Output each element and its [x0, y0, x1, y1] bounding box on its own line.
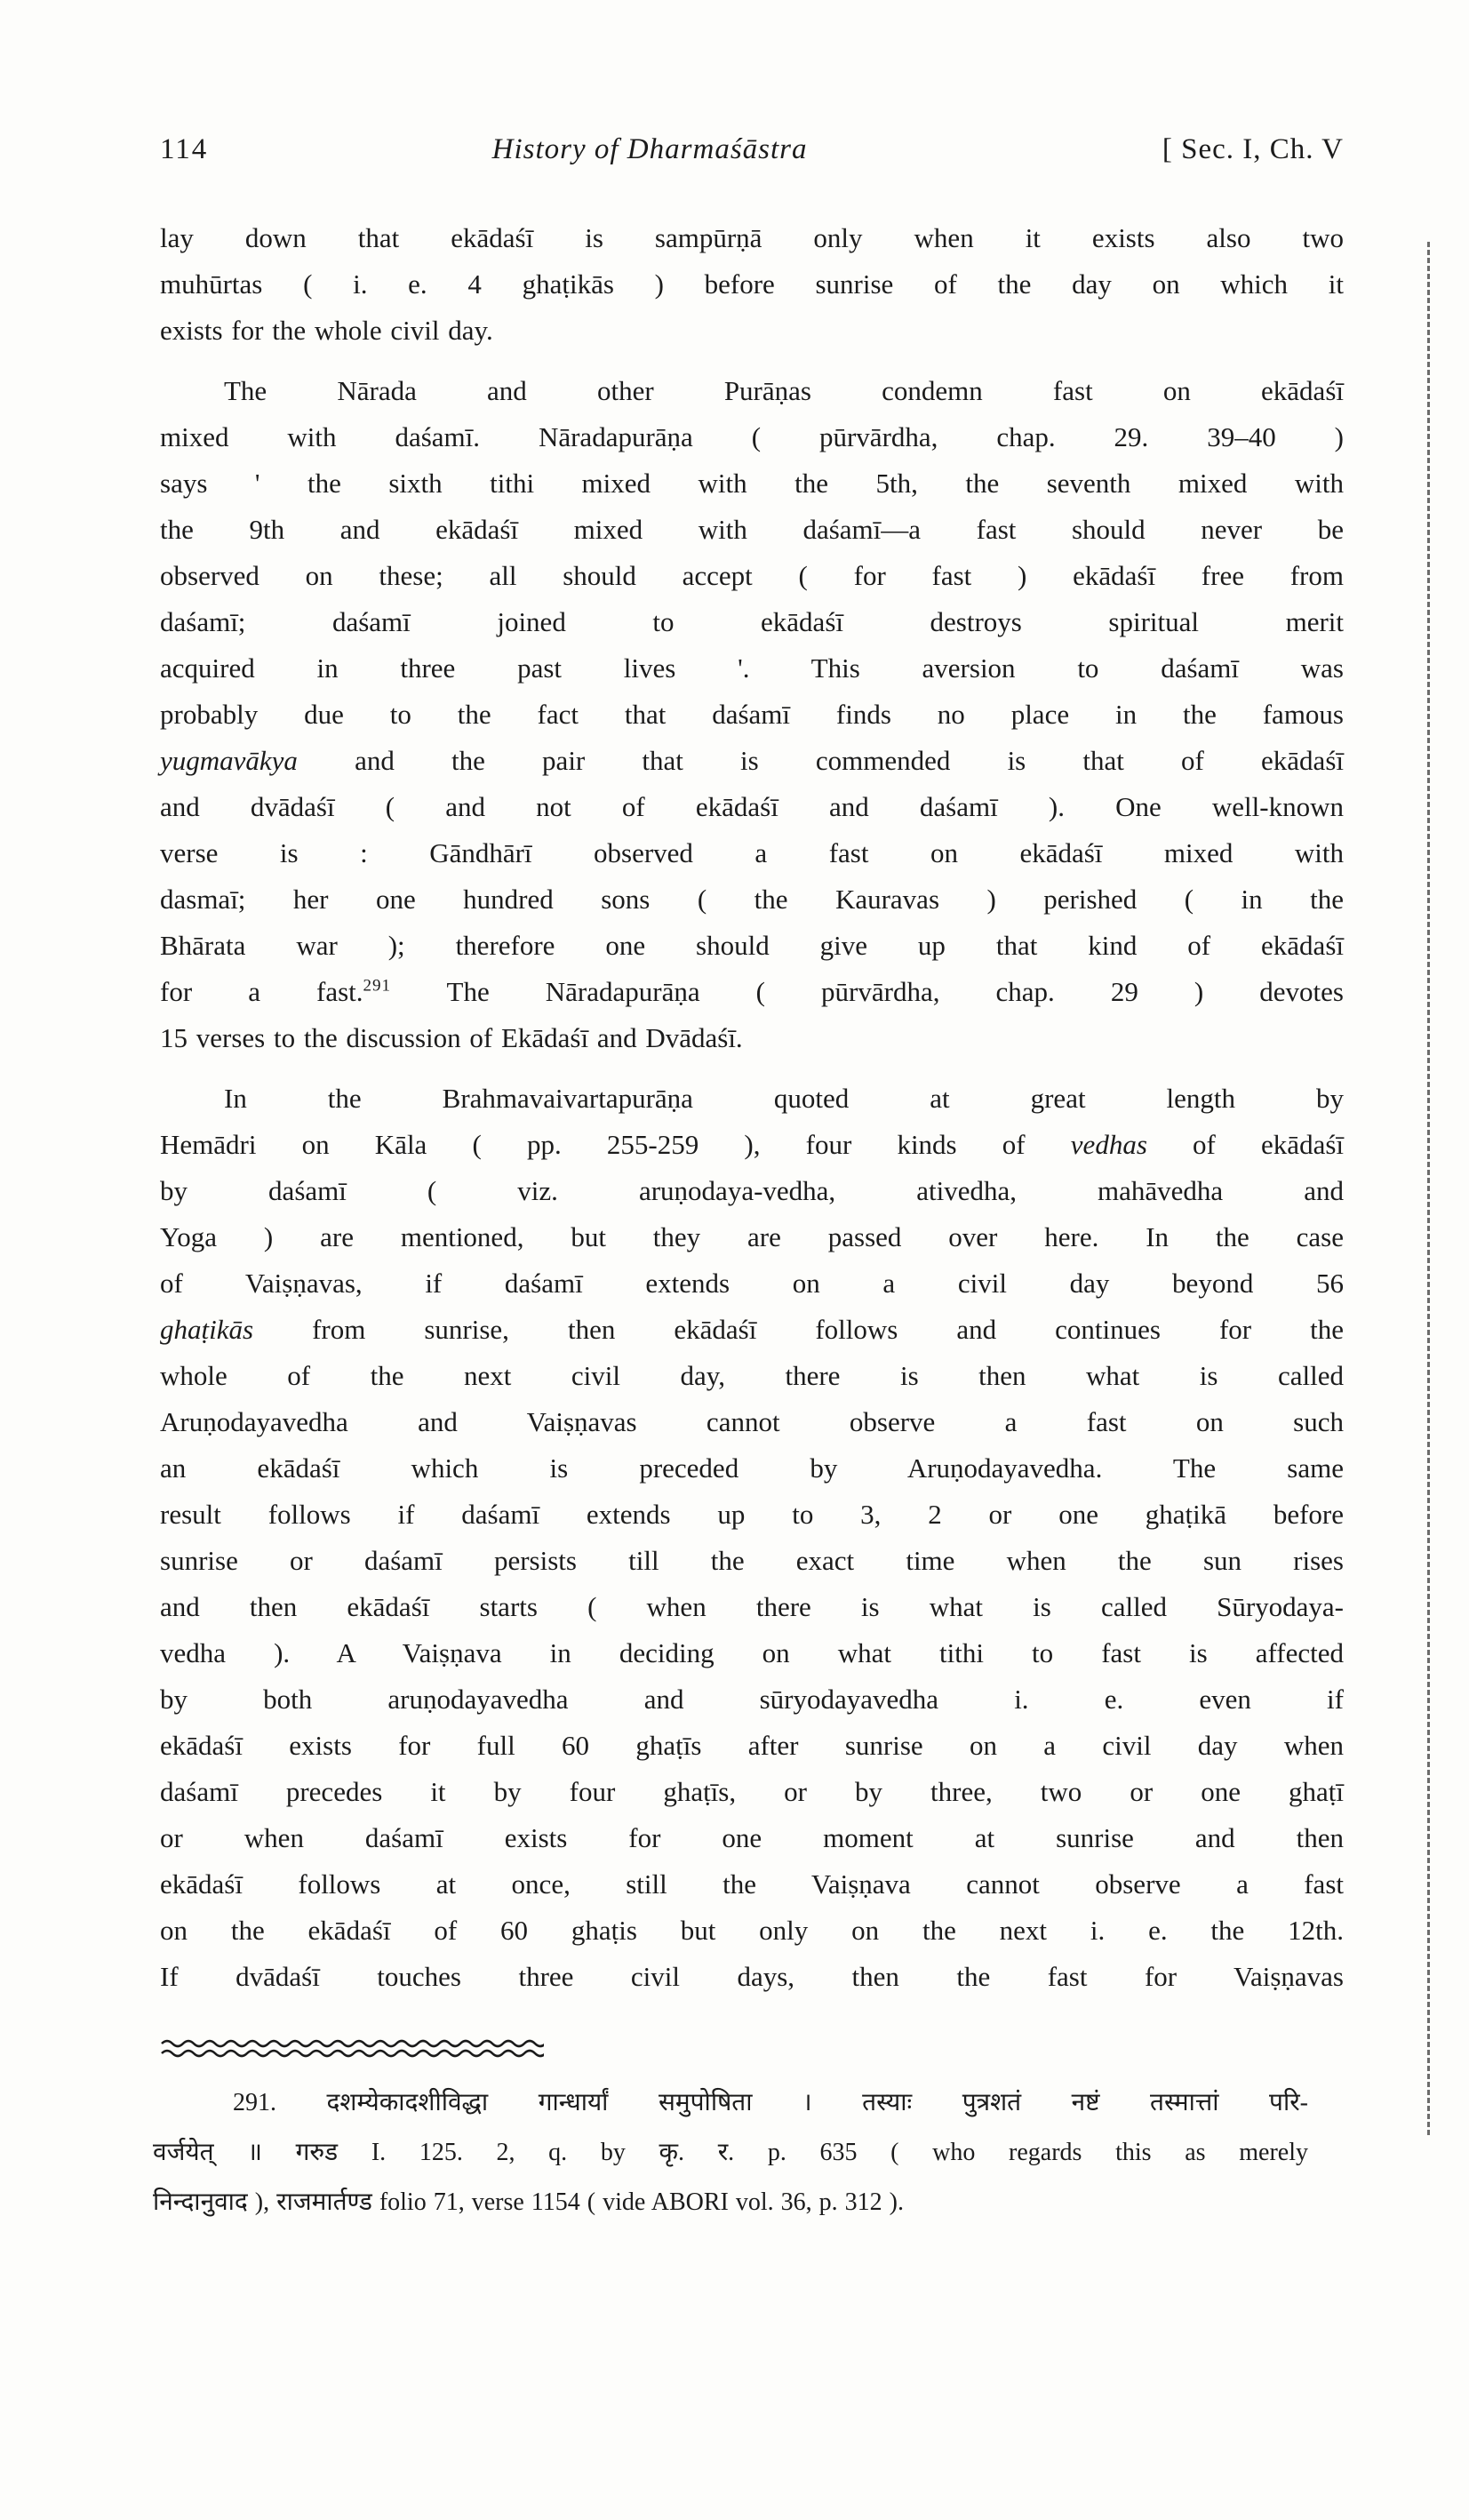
text-line: by daśamī ( viz. aruṇodaya-vedha, ativedha, mahāvedha and: [160, 1175, 1344, 1206]
paragraph: [160, 368, 1344, 1061]
text-line: says ' the sixth tithi mixed with the 5th, the seventh mixed with: [160, 468, 1344, 499]
footnote-separator: [160, 2036, 544, 2060]
text-line: 15 verses to the discussion of Ekādaśī and Dvādaśī.: [160, 1022, 743, 1053]
text-line: the 9th and ekādaśī mixed with daśamī—a fast should never be: [160, 514, 1344, 545]
body-text: [160, 215, 1344, 2000]
text-line: an ekādaśī which is preceded by Aruṇodayavedha. The same: [160, 1452, 1344, 1484]
text-line: If dvādaśī touches three civil days, then the fast for Vaiṣṇavas: [160, 1961, 1344, 1992]
wavy-line: [162, 2051, 544, 2056]
text-line: Bhārata war ); therefore one should give up that kind of ekādaśī: [160, 930, 1344, 961]
text-line: on the ekādaśī of 60 ghaṭis but only on the next i. e. the 12th.: [160, 1915, 1344, 1946]
text-line: and dvādaśī ( and not of ekādaśī and daśamī ). One well-known: [160, 791, 1344, 822]
text-line: mixed with daśamī. Nāradapurāṇa ( pūrvārdha, chap. 29. 39–40 ): [160, 421, 1344, 452]
text-line: verse is : Gāndhārī observed a fast on ekādaśī mixed with: [160, 837, 1344, 868]
text-line: daśamī precedes it by four ghaṭīs, or by three, two or one ghaṭī: [160, 1776, 1344, 1807]
text-line: of Vaiṣṇavas, if daśamī extends on a civil day beyond 56: [160, 1268, 1344, 1299]
text-line: and then ekādaśī starts ( when there is what is called Sūryodaya-: [160, 1591, 1344, 1622]
text-line: yugmavākya and the pair that is commended is that of ekādaśī: [160, 745, 1344, 776]
running-title: History of Dharmaśāstra: [491, 133, 808, 165]
text-line: by both aruṇodayavedha and sūryodayavedha i. e. even if: [160, 1684, 1344, 1715]
section-reference: [ Sec. I, Ch. V: [1162, 133, 1344, 165]
scan-artifact-line: [1427, 242, 1430, 2135]
text-line: ghaṭikās from sunrise, then ekādaśī follows and continues for the: [160, 1314, 1344, 1345]
text-line: daśamī; daśamī joined to ekādaśī destroys spiritual merit: [160, 606, 1344, 637]
footnote: [153, 2078, 1308, 2228]
text-line: ekādaśī exists for full 60 ghaṭīs after sunrise on a civil day when: [160, 1730, 1344, 1761]
text-line: muhūrtas ( i. e. 4 ghaṭikās ) before sunrise of the day on which it: [160, 268, 1344, 300]
text-line: ekādaśī follows at once, still the Vaiṣṇava cannot observe a fast: [160, 1868, 1344, 1900]
paragraph: [160, 1076, 1344, 2000]
text-line: Hemādri on Kāla ( pp. 255-259 ), four kinds of vedhas of ekādaśī: [160, 1129, 1345, 1160]
page-number: 114: [160, 133, 209, 165]
text-line: exists for the whole civil day.: [160, 315, 493, 346]
text-line: observed on these; all should accept ( for fast ) ekādaśī free from: [160, 560, 1344, 591]
text-line: vedha ). A Vaiṣṇava in deciding on what tithi to fast is affected: [160, 1637, 1344, 1668]
text-line: निन्दानुवाद ), राजमार्तण्ड folio 71, verse 1154 ( vide ABORI vol. 36, p. 312 ).: [153, 2188, 904, 2216]
text-line: lay down that ekādaśī is sampūrṇā only when it exists also two: [160, 222, 1344, 253]
paragraph: [160, 215, 1344, 354]
text-line: dasmaī; her one hundred sons ( the Kauravas ) perished ( in the: [160, 884, 1344, 915]
text-line: result follows if daśamī extends up to 3, 2 or one ghaṭikā before: [160, 1499, 1344, 1530]
text-line: acquired in three past lives '. This aversion to daśamī was: [160, 652, 1344, 684]
footnote-paragraph: [153, 2078, 1308, 2228]
text-line: 291. दशम्येकादशीविद्धा गान्धार्यां समुपोषिता । तस्याः पुत्रशतं नष्टं तस्मात्तां परि-: [233, 2089, 1308, 2116]
text-line: for a fast.$^{291}$ The Nāradapurāṇa ( pūrvārdha, chap. 29 ) devotes: [160, 976, 1344, 1007]
text-line: In the Brahmavaivartapurāṇa quoted at great length by: [224, 1083, 1344, 1114]
page-header: [160, 133, 1344, 166]
text-line: sunrise or daśamī persists till the exact time when the sun rises: [160, 1545, 1344, 1576]
wavy-line: [162, 2041, 544, 2046]
text-line: or when daśamī exists for one moment at sunrise and then: [160, 1822, 1344, 1853]
text-line: वर्जयेत् ॥ गरुड I. 125. 2, q. by कृ. र. p. 635 ( who regards this as merely: [153, 2139, 1308, 2166]
text-line: whole of the next civil day, there is then what is called: [160, 1360, 1344, 1391]
text-line: The Nārada and other Purāṇas condemn fast on ekādaśī: [224, 375, 1344, 406]
text-line: Aruṇodayavedha and Vaiṣṇavas cannot observe a fast on such: [160, 1406, 1344, 1437]
text-line: Yoga ) are mentioned, but they are passed over here. In the case: [160, 1221, 1344, 1252]
text-line: probably due to the fact that daśamī finds no place in the famous: [160, 699, 1344, 730]
